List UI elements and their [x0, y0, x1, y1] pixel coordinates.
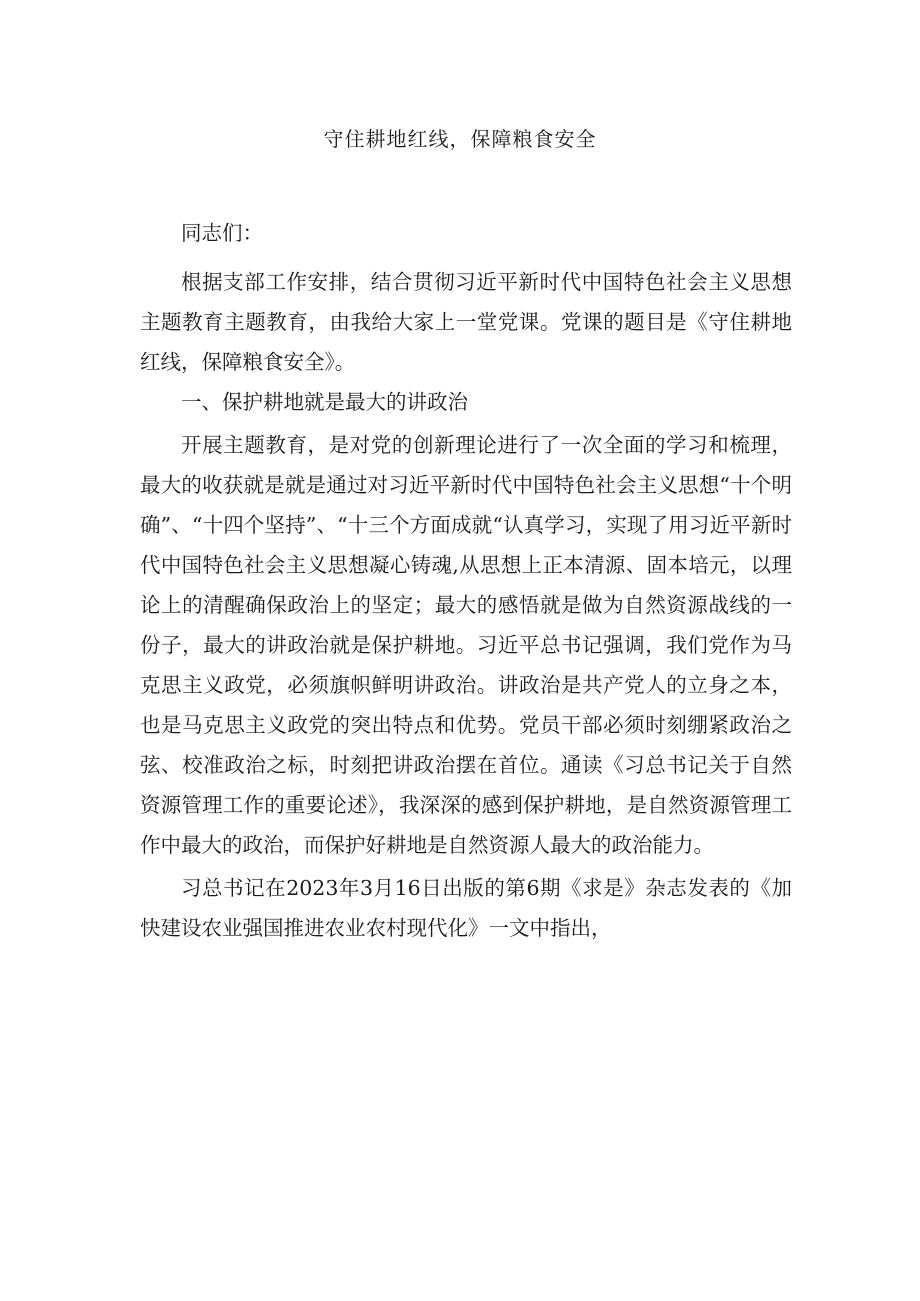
salutation-paragraph: 同志们：: [181, 221, 263, 245]
section-heading: 一、保护耕地就是最大的讲政治: [181, 390, 468, 414]
document-body: [140, 213, 792, 948]
intro-paragraph: 根据支部工作安排，结合贯彻习近平新时代中国特色社会主义思想主题教育主题教育，由我给大家上一堂党课。党课的题目是《守住耕地红线，保障粮食安全》。: [140, 270, 792, 374]
body-paragraph: 习总书记在2023年3月16日出版的第6期《求是》杂志发表的《加快建设农业强国推进农业农村现代化》一文中指出，: [140, 876, 792, 940]
document-title: 守住耕地红线，保障粮食安全: [323, 127, 597, 151]
body-paragraph: 开展主题教育，是对党的创新理论进行了一次全面的学习和梳理，最大的收获就是就是通过对习近平新时代中国特色社会主义思想“十个明确”、“十四个坚持”、“十三个方面成就“认真学习，实现了用习近平新时代中国特色社会主义思想凝心铸魂,从思想上正本清源、固本培元，以理论上的清醒确保政治上的坚定；最大的感悟就是做为自然资源战线的一份子，最大的讲政治就是保护耕地。习近平总书记强调，我们党作为马克思主义政党，必须旗帜鲜明讲政治。讲政治是共产党人的立身之本，也是马克思主义政党的突出特点和优势。党员干部必须时刻绷紧政治之弦、校准政治之标，时刻把讲政治摆在首位。通读《习总书记关于自然资源管理工作的重要论述》，我深深的感到保护耕地，是自然资源管理工作中最大的政治，而保护好耕地是自然资源人最大的政治能力。: [140, 433, 792, 857]
